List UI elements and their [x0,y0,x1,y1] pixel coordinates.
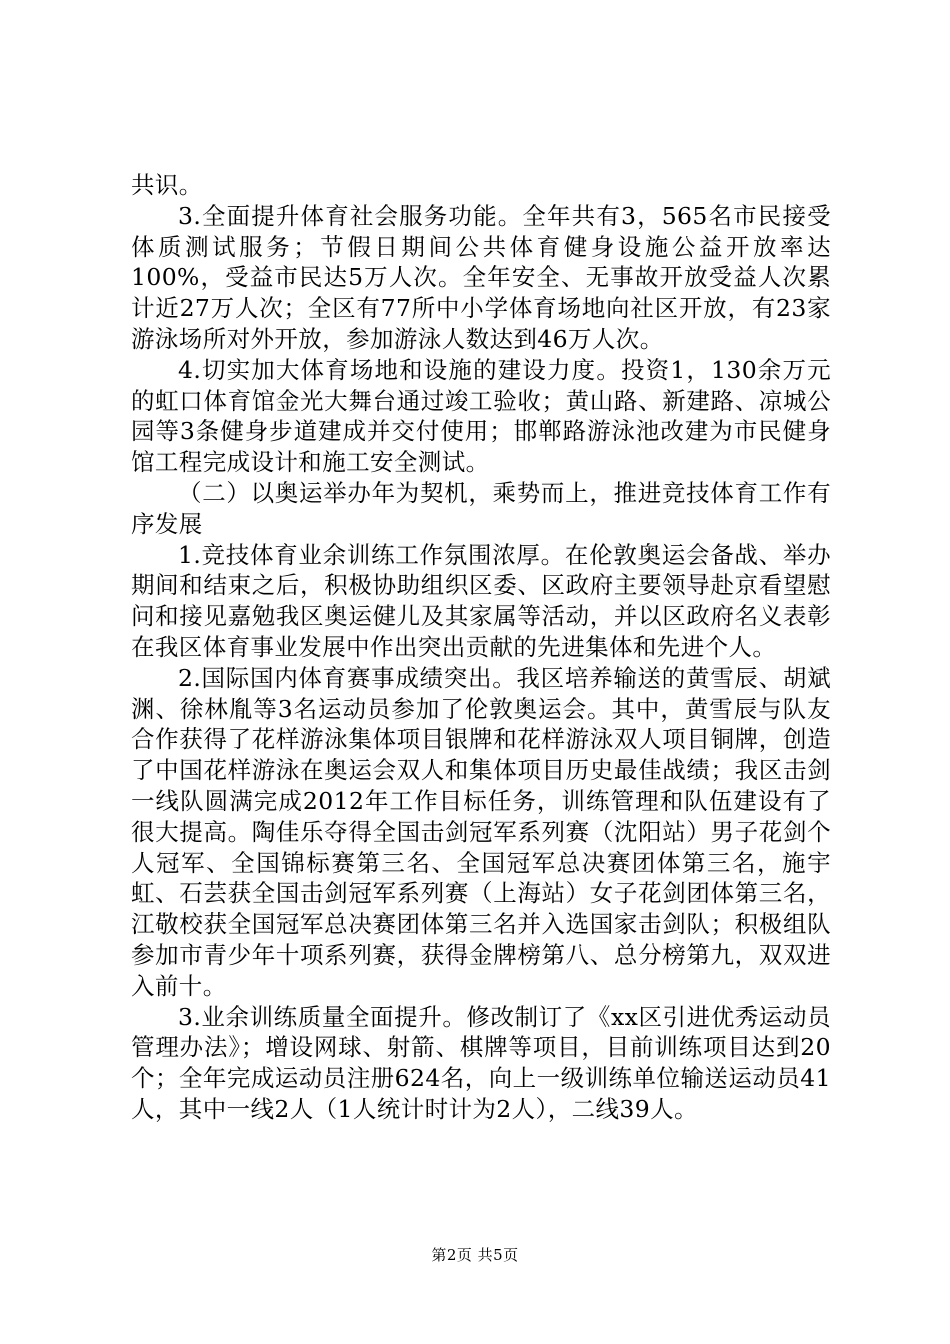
paragraph-training-atmosphere: 1.竞技体育业余训练工作氛围浓厚。在伦敦奥运会备战、举办期间和结束之后，积极协助组织区委、区政府主要领导赴京看望慰问和接见嘉勉我区奥运健儿及其家属等活动，并以区政府名义表彰在我区体育事业发展中作出突出贡献的先进集体和先进个人。 [131,540,831,661]
page-number-footer: 第2页 共5页 [431,1246,519,1264]
paragraph-sports-services: 3.全面提升体育社会服务功能。全年共有3，565名市民接受体质测试服务；节假日期间公共体育健身设施公益开放率达100%，受益市民达5万人次。全年安全、无事故开放受益人次累计近27万人次；全区有77所中小学体育场地向社区开放，有23家游泳场所对外开放，参加游泳人数达到46万人次。 [131,201,831,353]
paragraph-competition-results: 2.国际国内体育赛事成绩突出。我区培养输送的黄雪辰、胡斌渊、徐林胤等3名运动员参加了伦敦奥运会。其中，黄雪辰与队友合作获得了花样游泳集体项目银牌和花样游泳双人项目铜牌，创造了中国花样游泳在奥运会双人和集体项目历史最佳战绩；我区击剑一线队圆满完成2012年工作目标任务，训练管理和队伍建设有了很大提高。陶佳乐夺得全国击剑冠军系列赛（沈阳站）男子花剑个人冠军、全国锦标赛第三名、全国冠军总决赛团体第三名，施宇虹、石芸获全国击剑冠军系列赛（上海站）女子花剑团体第三名，江敬校获全国冠军总决赛团体第三名并入选国家击剑队；积极组队参加市青少年十项系列赛，获得金牌榜第八、总分榜第九，双双进入前十。 [131,663,831,1000]
section-heading-competitive-sports: （二）以奥运举办年为契机，乘势而上，推进竞技体育工作有序发展 [131,478,831,538]
paragraph-facilities-construction: 4.切实加大体育场地和设施的建设力度。投资1，130余万元的虹口体育馆金光大舞台通过竣工验收；黄山路、新建路、凉城公园等3条健身步道建成并交付使用；邯郸路游泳池改建为市民健身馆工程完成设计和施工安全测试。 [131,355,831,477]
document-body [131,170,831,1125]
paragraph-training-quality: 3.业余训练质量全面提升。修改制订了《xx区引进优秀运动员管理办法》；增设网球、射箭、棋牌等项目，目前训练项目达到20个；全年完成运动员注册624名，向上一级训练单位输送运动员41人，其中一线2人（1人统计时计为2人），二线39人。 [131,1002,831,1123]
paragraph-continuation: 共识。 [131,171,203,199]
